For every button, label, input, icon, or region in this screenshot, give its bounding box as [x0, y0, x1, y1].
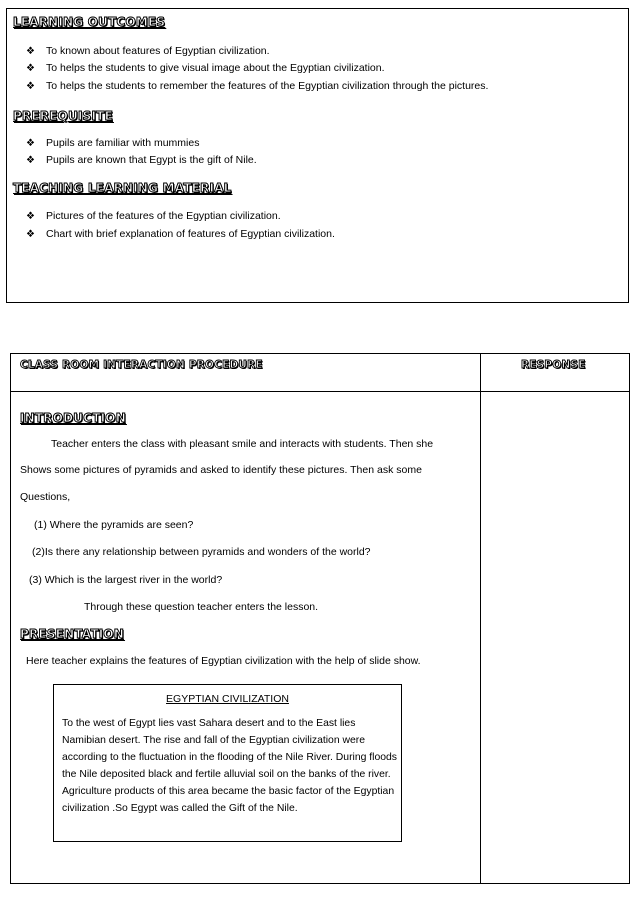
diamond-bullet-icon: ❖	[26, 138, 35, 149]
diamond-bullet-icon: ❖	[26, 46, 35, 57]
egyptian-civilization-box	[53, 684, 402, 842]
procedure-column-header: CLASS ROOM INTERACTION PROCEDURE	[20, 359, 263, 371]
intro-line: Questions,	[20, 491, 71, 503]
diamond-bullet-icon: ❖	[26, 229, 35, 240]
diamond-bullet-icon: ❖	[26, 63, 35, 74]
list-item: ❖ Pupils are known that Egypt is the gift of Nile.	[26, 154, 257, 166]
list-item: ❖ Pictures of the features of the Egyptian civilization.	[26, 210, 281, 222]
diamond-bullet-icon: ❖	[26, 81, 35, 92]
column-divider	[480, 353, 481, 884]
diamond-bullet-icon: ❖	[26, 211, 35, 222]
question-1: (1) Where the pyramids are seen?	[34, 519, 194, 531]
intro-closing: Through these question teacher enters the lesson.	[84, 601, 319, 613]
intro-line: Shows some pictures of pyramids and asked to identify these pictures. Then ask some	[20, 464, 422, 476]
presentation-heading: PRESENTATION	[20, 627, 125, 641]
intro-line: Teacher enters the class with pleasant smile and interacts with students. Then she	[51, 438, 434, 450]
presentation-line: Here teacher explains the features of Egyptian civilization with the help of slide show.	[26, 655, 421, 667]
question-2: (2)Is there any relationship between pyramids and wonders of the world?	[32, 546, 371, 558]
question-3: (3) Which is the largest river in the world?	[29, 574, 223, 586]
prerequisite-heading: PREREQUISITE	[13, 109, 113, 123]
response-column-header: RESPONSE	[521, 359, 586, 371]
list-item: ❖ Chart with brief explanation of features of Egyptian civilization.	[26, 228, 335, 240]
diamond-bullet-icon: ❖	[26, 155, 35, 166]
list-item: ❖ To known about features of Egyptian civilization.	[26, 45, 270, 57]
introduction-heading: INTRODUCTION	[20, 411, 126, 425]
list-item: ❖ To helps the students to give visual image about the Egyptian civilization.	[26, 62, 385, 74]
teaching-material-heading: TEACHING LEARNING MATERIAL	[13, 181, 232, 195]
list-item: ❖ To helps the students to remember the features of the Egyptian civilization through the pictures.	[26, 80, 489, 92]
egyptian-civilization-body: To the west of Egypt lies vast Sahara desert and to the East lies Namibian desert. The rise and fall of the Egyptian civilization were according to the fluctuation in the flooding of the Nile River. During floods the Nile deposited black and fertile alluvial soil on the banks of the river. Agriculture products of this area became the basic factor of the Egyptian civilization .So Egypt was called the Gift of the Nile.	[62, 718, 398, 814]
egyptian-civilization-title: EGYPTIAN CIVILIZATION	[166, 693, 289, 705]
header-divider	[10, 391, 630, 392]
list-item: ❖ Pupils are familiar with mummies	[26, 137, 200, 149]
learning-outcomes-heading: LEARNING OUTCOMES	[13, 15, 166, 29]
